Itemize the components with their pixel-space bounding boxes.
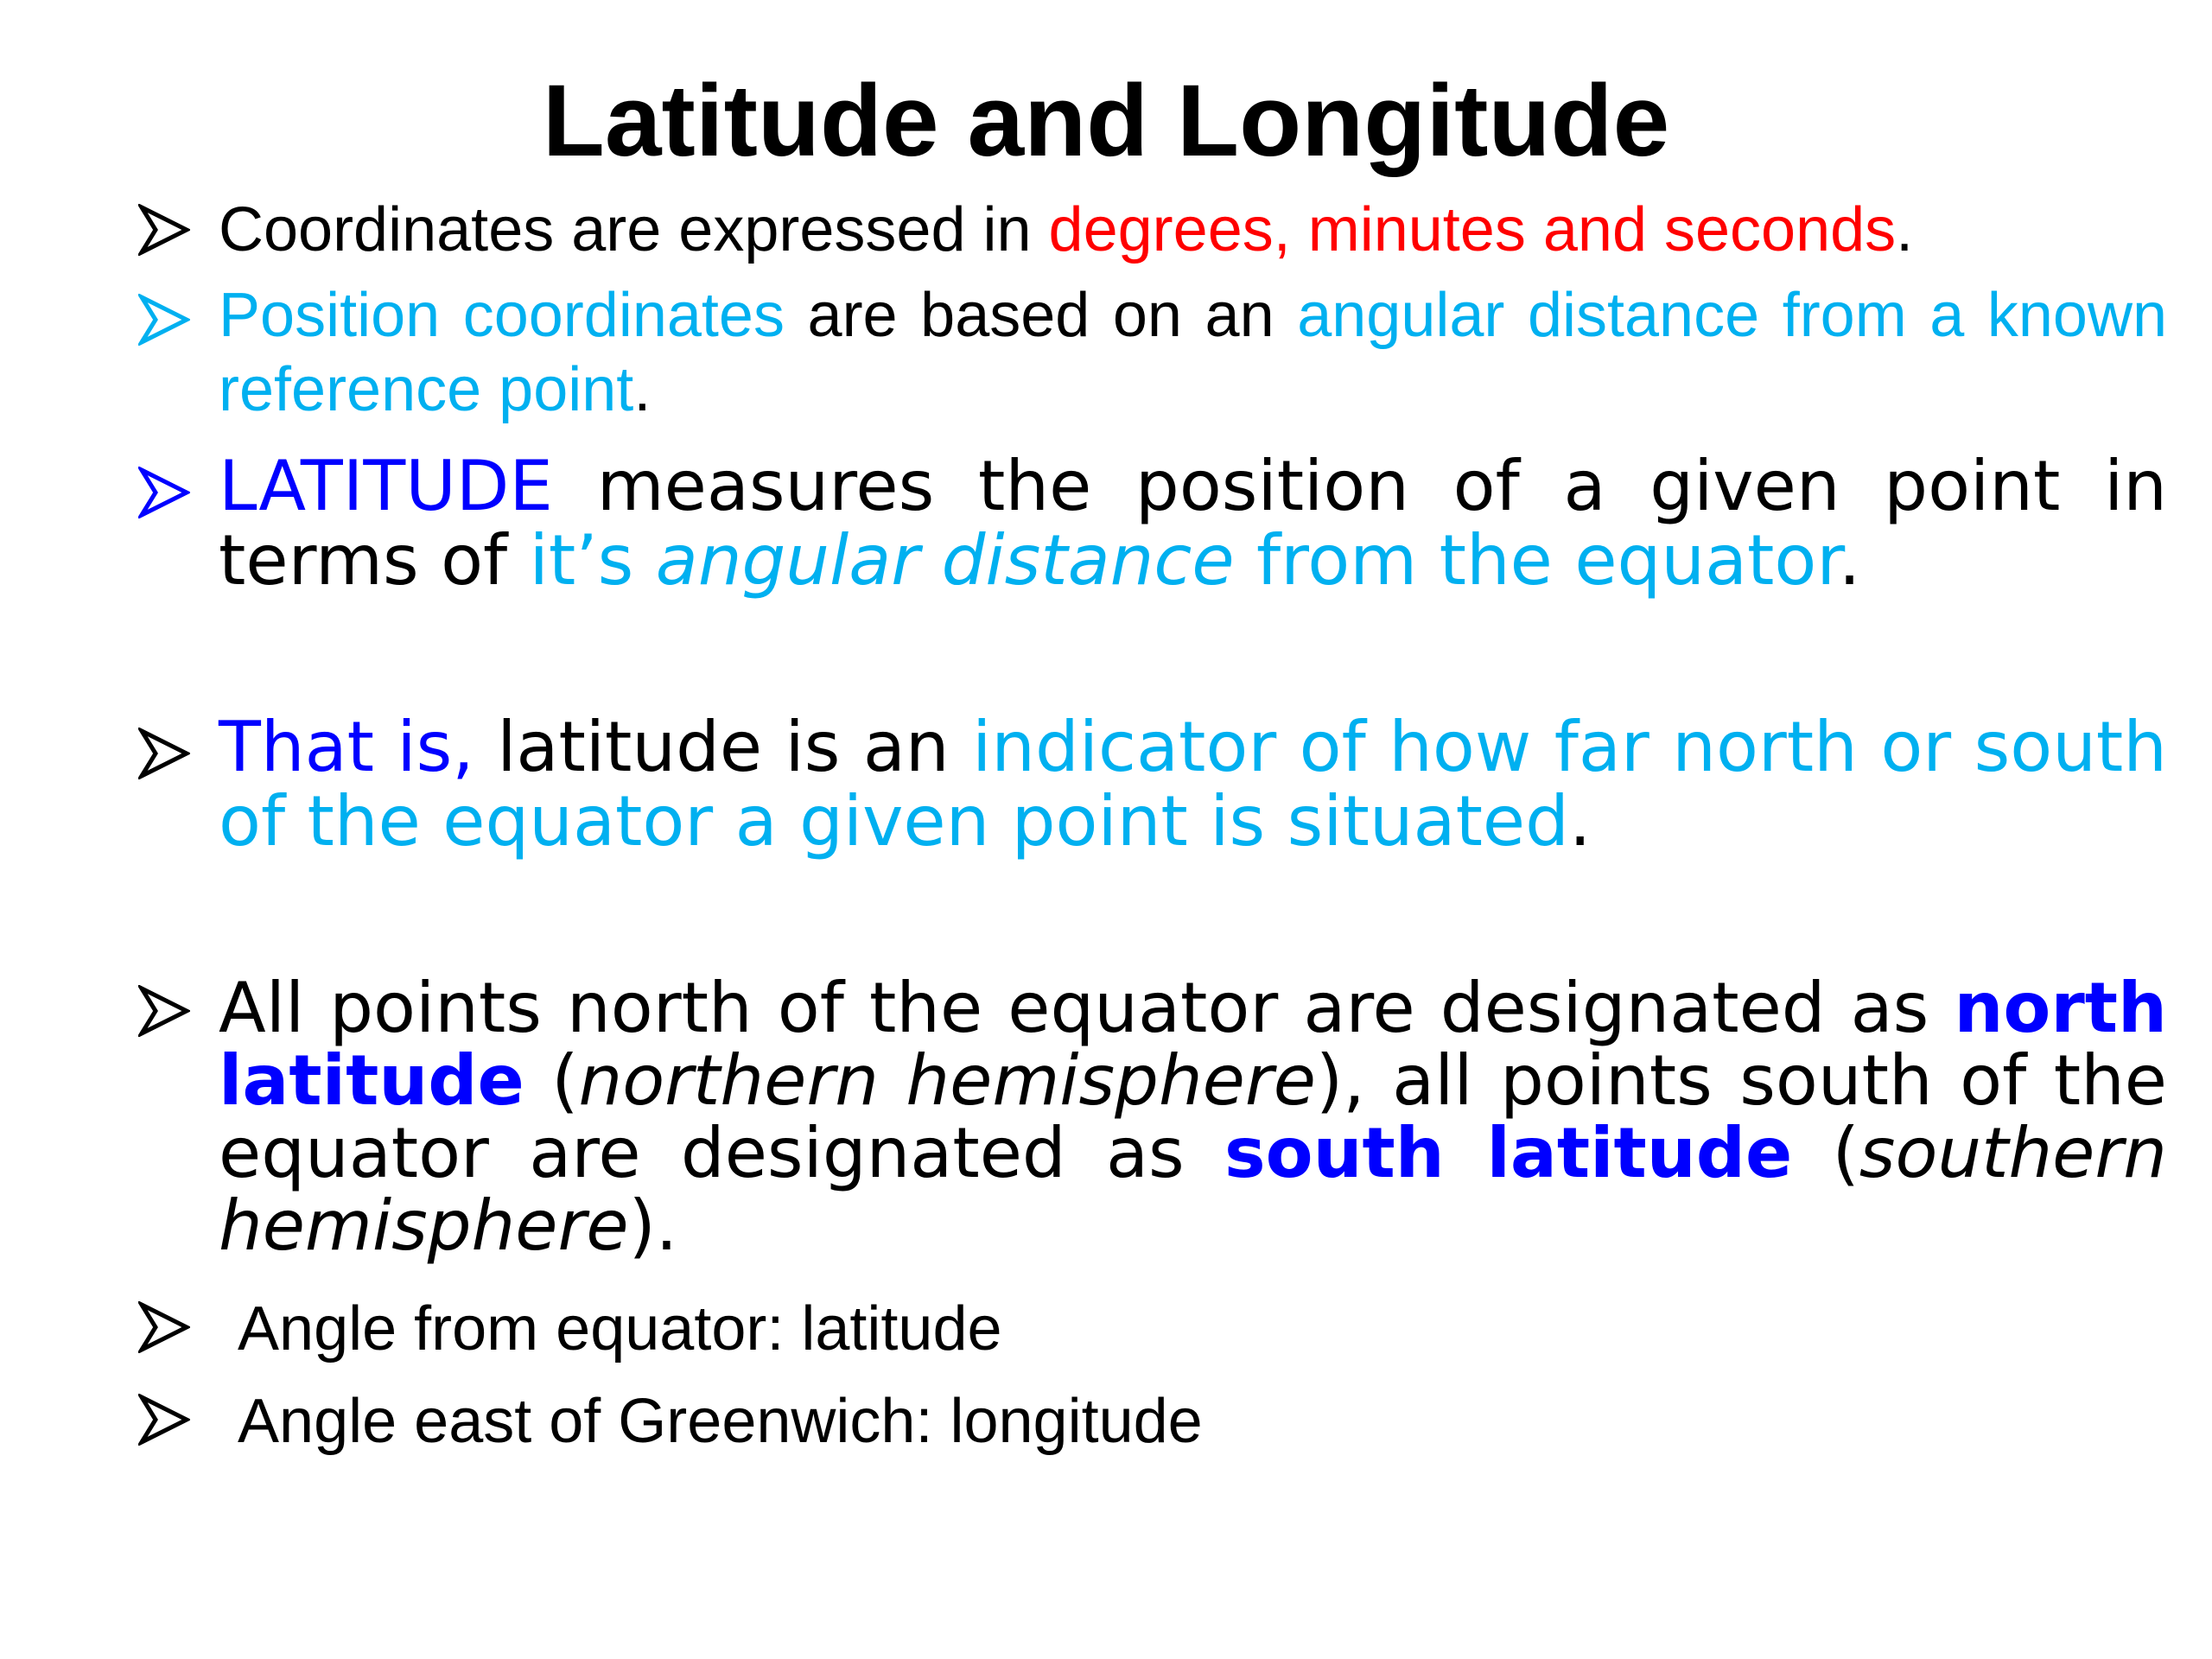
highlight-text: indicator of how far north or south of the equator a given point is situated bbox=[219, 707, 2167, 861]
bullet-text: . bbox=[1896, 195, 1914, 264]
bullet-text: latitude is an bbox=[474, 707, 973, 787]
highlight-text: LATITUDE bbox=[219, 446, 553, 526]
arrowhead-bullet-icon bbox=[138, 1394, 190, 1446]
highlight-text: from the equator bbox=[1234, 520, 1839, 601]
bullet-text: . bbox=[633, 355, 652, 424]
bullet-text: ( bbox=[1792, 1113, 1859, 1193]
bullet-text: Coordinates are expressed in bbox=[219, 195, 1049, 264]
highlight-text: angular distance from a known reference point bbox=[219, 281, 2167, 424]
bullet-text: ( bbox=[524, 1040, 579, 1121]
highlight-text: south latitude bbox=[1224, 1113, 1793, 1193]
bullet-text: . bbox=[1838, 520, 1861, 601]
arrowhead-bullet-icon bbox=[138, 985, 190, 1037]
highlight-text: That is, bbox=[219, 707, 474, 787]
bullet-text: All points north of the equator are designated as bbox=[219, 968, 1955, 1048]
italic-text: southern hemisphere bbox=[219, 1113, 2167, 1266]
bullet-latitude-definition bbox=[219, 446, 2167, 601]
highlight-text: angular distance bbox=[655, 520, 1235, 601]
bullet-coordinates bbox=[219, 188, 2167, 271]
bullet-text: ). bbox=[628, 1185, 678, 1266]
arrowhead-bullet-icon bbox=[138, 467, 190, 518]
bullet-angle-longitude: Angle east of Greenwich: longitude bbox=[238, 1387, 1203, 1456]
arrowhead-bullet-icon bbox=[138, 1301, 190, 1353]
highlight-text: it’s bbox=[529, 520, 656, 601]
bullet-text: . bbox=[1568, 781, 1592, 861]
italic-text: northern hemisphere bbox=[578, 1040, 1316, 1121]
bullet-hemispheres bbox=[219, 968, 2168, 1266]
highlight-text: degrees, minutes and seconds bbox=[1048, 195, 1897, 264]
bullet-angle-latitude: Angle from equator: latitude bbox=[238, 1294, 1002, 1363]
bullet-position-coordinates bbox=[219, 278, 2167, 427]
bullet-text: ), all points south of the equator are designated as bbox=[219, 1040, 2168, 1193]
arrowhead-bullet-icon bbox=[138, 728, 190, 779]
page-title: Latitude and Longitude bbox=[542, 64, 1670, 178]
highlight-text: Position coordinates bbox=[219, 281, 785, 350]
bullet-text: are based on an bbox=[784, 281, 1298, 350]
arrowhead-bullet-icon bbox=[138, 294, 190, 346]
bullet-that-is bbox=[219, 707, 2167, 861]
highlight-text: north latitude bbox=[219, 968, 2167, 1121]
bullet-text: measures the position of a given point in terms of bbox=[219, 446, 2167, 601]
arrowhead-bullet-icon bbox=[138, 204, 190, 256]
